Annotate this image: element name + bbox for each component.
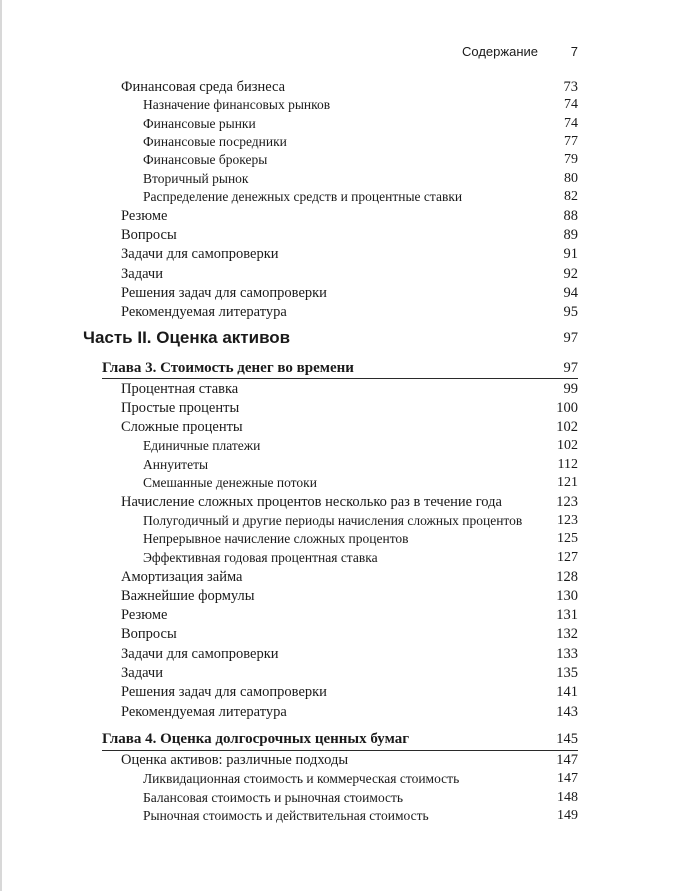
toc-entry[interactable]: [0, 684, 578, 703]
toc-entry-page: 130: [556, 588, 578, 604]
toc-entry[interactable]: [0, 704, 578, 723]
toc-entry-title: Решения задач для самопроверки: [121, 285, 327, 301]
toc-entry-page: 99: [563, 381, 578, 397]
toc-entry-title: Процентная ставка: [121, 381, 239, 397]
toc-entry-page: 112: [557, 457, 578, 472]
toc-entry-page: 128: [556, 569, 578, 585]
toc-entry-title: Задачи для самопроверки: [121, 646, 279, 662]
toc-entry-title: Единичные платежи: [143, 438, 261, 453]
toc-entry-page: 147: [557, 771, 578, 786]
toc-entry-title: Распределение денежных средств и процентные ставки: [143, 189, 463, 204]
toc-entry-page: 147: [556, 752, 578, 768]
toc-entry-page: 92: [563, 266, 578, 282]
toc-entry-page: 102: [557, 438, 578, 453]
toc-entry[interactable]: [0, 152, 578, 171]
toc-entry-page: 132: [556, 626, 578, 642]
toc-entry-title: Смешанные денежные потоки: [143, 475, 317, 490]
toc-entry-title: Финансовые рынки: [143, 116, 256, 131]
toc-entry[interactable]: [0, 381, 578, 400]
toc-entry-page: 88: [563, 208, 578, 224]
toc-entry-title: Резюме: [121, 208, 168, 224]
toc-entry-title: Вторичный рынок: [143, 171, 249, 186]
toc-entry-page: 82: [564, 189, 578, 204]
running-head-page-number: 7: [570, 44, 578, 59]
toc-entry[interactable]: [0, 646, 578, 665]
toc-entry-page: 94: [563, 285, 578, 301]
toc-entry-page: 133: [556, 646, 578, 662]
toc-entry-page: 74: [564, 116, 578, 131]
toc-entry-title: Резюме: [121, 607, 168, 623]
toc-entry[interactable]: [0, 626, 578, 645]
toc-entry[interactable]: [0, 419, 578, 438]
toc-entry-title: Оценка активов: различные подходы: [121, 752, 349, 768]
toc-entry-title: Аннуитеты: [143, 457, 209, 472]
toc-chapter-heading[interactable]: [0, 731, 578, 750]
toc-entry[interactable]: [0, 588, 578, 607]
toc-entry[interactable]: [0, 266, 578, 285]
toc-entry[interactable]: [0, 227, 578, 246]
toc-entry-page: 89: [563, 227, 578, 243]
toc-entry-title: Задачи для самопроверки: [121, 246, 279, 262]
toc-part-heading[interactable]: [0, 328, 578, 352]
toc-entry-title: Простые проценты: [121, 400, 240, 416]
toc-entry[interactable]: [0, 790, 578, 809]
toc-entry-page: 100: [556, 400, 578, 416]
toc-entry-title: Полугодичный и другие периоды начисления сложных процентов: [143, 513, 523, 528]
toc-entry-title: Вопросы: [121, 227, 177, 243]
toc-entry-page: 135: [556, 665, 578, 681]
toc-entry-title: Важнейшие формулы: [121, 588, 255, 604]
toc-chapter-heading[interactable]: [0, 360, 578, 379]
toc-entry[interactable]: [0, 97, 578, 116]
toc-entry[interactable]: [0, 607, 578, 626]
toc-entry[interactable]: [0, 304, 578, 323]
toc-entry-page: 73: [563, 79, 578, 95]
toc-entry-title: Назначение финансовых рынков: [143, 97, 331, 112]
toc-entry[interactable]: [0, 808, 578, 827]
toc-entry-title: Ликвидационная стоимость и коммерческая стоимость: [143, 771, 460, 786]
toc-entry-title: Рыночная стоимость и действительная стоимость: [143, 808, 429, 823]
toc-entry-title: Эффективная годовая процентная ставка: [143, 550, 378, 565]
toc-entry[interactable]: [0, 189, 578, 208]
toc-entry-title: Рекомендуемая литература: [121, 704, 287, 720]
toc-entry[interactable]: [0, 246, 578, 265]
toc-entry-page: 123: [556, 494, 578, 510]
toc-entry[interactable]: [0, 400, 578, 419]
toc-entry-page: 131: [556, 607, 578, 623]
toc-entry-title: Решения задач для самопроверки: [121, 684, 327, 700]
toc-entry-title: Непрерывное начисление сложных процентов: [143, 531, 409, 546]
chapter-rule: [102, 378, 578, 379]
toc-entry[interactable]: [0, 752, 578, 771]
toc-entry-page: 95: [563, 304, 578, 320]
toc-entry[interactable]: [0, 550, 578, 569]
toc-entry-page: 102: [556, 419, 578, 435]
chapter-rule: [102, 750, 578, 751]
toc-entry[interactable]: [0, 457, 578, 476]
toc-entry-page: 121: [557, 475, 578, 490]
toc-entry[interactable]: [0, 116, 578, 135]
toc-entry-title: Финансовые брокеры: [143, 152, 268, 167]
toc-entry[interactable]: [0, 79, 578, 98]
toc-entry-title: Финансовая среда бизнеса: [121, 79, 286, 95]
toc-entry-page: 127: [557, 550, 578, 565]
toc-entry-page: 91: [563, 246, 578, 262]
toc-entry[interactable]: [0, 171, 578, 190]
toc-chapter-page: 145: [556, 731, 578, 747]
toc-entry-title: Амортизация займа: [121, 569, 243, 585]
toc-entry-page: 123: [557, 513, 578, 528]
toc-part-page: 97: [563, 330, 578, 346]
toc-entry-page: 149: [557, 808, 578, 823]
toc-entry[interactable]: [0, 665, 578, 684]
toc-entry[interactable]: [0, 285, 578, 304]
toc-entry-title: Финансовые посредники: [143, 134, 287, 149]
toc-entry-title: Вопросы: [121, 626, 177, 642]
toc-entry[interactable]: [0, 771, 578, 790]
toc-entry-title: Сложные проценты: [121, 419, 243, 435]
toc-entry[interactable]: [0, 438, 578, 457]
toc-entry-page: 141: [556, 684, 578, 700]
toc-entry-page: 80: [564, 171, 578, 186]
toc-entry-page: 125: [557, 531, 578, 546]
toc-entry-title: Задачи: [121, 266, 163, 282]
toc-entry-page: 77: [564, 134, 578, 149]
toc-chapter-title: Глава 4. Оценка долгосрочных ценных бумаг: [102, 731, 410, 747]
toc-chapter-title: Глава 3. Стоимость денег во времени: [102, 360, 354, 376]
toc-entry[interactable]: [0, 134, 578, 153]
toc-part-title: Часть II. Оценка активов: [83, 328, 291, 347]
running-head-title: Содержание: [462, 44, 538, 59]
toc-entry-page: 143: [556, 704, 578, 720]
toc-entry[interactable]: [0, 494, 578, 513]
toc-chapter-page: 97: [563, 360, 578, 376]
toc-entry[interactable]: [0, 475, 578, 494]
toc-entry-title: Балансовая стоимость и рыночная стоимость: [143, 790, 404, 805]
toc-entry-title: Рекомендуемая литература: [121, 304, 287, 320]
toc-entry-title: Задачи: [121, 665, 163, 681]
toc-entry-page: 74: [564, 97, 578, 112]
toc-entry-title: Начисление сложных процентов несколько раз в течение года: [121, 494, 502, 510]
toc-entry[interactable]: [0, 569, 578, 588]
toc-entry[interactable]: [0, 531, 578, 550]
toc-entry[interactable]: [0, 513, 578, 532]
toc-entry-page: 79: [564, 152, 578, 167]
toc-entry[interactable]: [0, 208, 578, 227]
toc-entry-page: 148: [557, 790, 578, 805]
